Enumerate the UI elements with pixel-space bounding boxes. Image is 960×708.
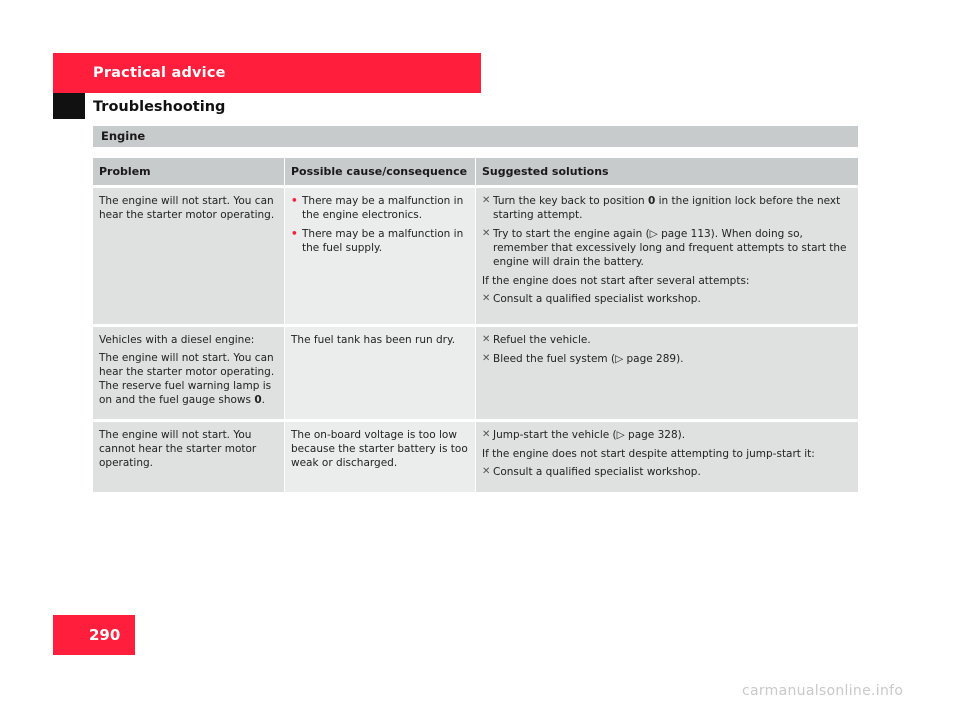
subsection-title: Troubleshooting (93, 99, 226, 115)
section-marker (53, 93, 85, 119)
solution-step: ✕ Try to start the engine again (▷ page 113). When doing so, remember that excessively long and frequent attempts to start the engine will drain the battery. (482, 228, 847, 268)
problem-cell (93, 188, 284, 324)
solution-step: ✕ Jump-start the vehicle (▷ page 328). (482, 429, 686, 441)
cause-item (291, 227, 470, 255)
cause-cell (284, 422, 475, 492)
solution-cell (475, 188, 858, 324)
table-row (93, 188, 858, 324)
page-number: 290 (89, 626, 121, 644)
section-title: Practical advice (93, 65, 226, 81)
cause-cell (284, 188, 475, 324)
solution-note: If the engine does not start after several attempts: (482, 275, 750, 287)
engine-band (93, 126, 858, 147)
problem-cell (93, 327, 284, 419)
bullet-icon: • (291, 228, 298, 240)
solution-note: If the engine does not start despite attempting to jump-start it: (482, 448, 815, 460)
watermark: carmanualsonline.info (742, 683, 904, 699)
bullet-icon: • (291, 195, 298, 207)
header-cause: Possible cause/consequence (284, 158, 475, 185)
solution-cell (475, 327, 858, 419)
solution-step: ✕ Bleed the fuel system (▷ page 289). (482, 353, 684, 365)
cause-text: The fuel tank has been run dry. (291, 334, 456, 346)
section-tab (53, 53, 481, 93)
step-marker-icon: ✕ (482, 195, 491, 206)
table-row (93, 327, 858, 419)
step-marker-icon: ✕ (482, 353, 491, 364)
cause-text: There may be a malfunction in the engine electronics. (302, 195, 464, 221)
table-row (93, 422, 858, 492)
solution-step: ✕ Turn the key back to position 0 in the ignition lock before the next starting attempt. (482, 195, 841, 221)
solution-cell (475, 422, 858, 492)
gauge-value: 0 (254, 394, 262, 406)
problem-text: The engine will not start. You can hear the starter motor operating. The reserve fuel warning lamp is on and the fuel gauge shows 0. (99, 352, 275, 406)
problem-cell (93, 422, 284, 492)
step-marker-icon: ✕ (482, 334, 491, 345)
page-number-box (53, 615, 135, 655)
key-position: 0 (647, 195, 656, 207)
cause-item (291, 194, 470, 222)
header-solutions: Suggested solutions (475, 158, 858, 185)
cause-cell (284, 327, 475, 419)
band-title: Engine (101, 129, 146, 143)
problem-text: The engine will not start. You cannot hear the starter motor operating. (99, 429, 257, 469)
step-marker-icon: ✕ (482, 228, 491, 239)
cause-text: The on-board voltage is too low because the starter battery is too weak or discharged. (291, 429, 468, 469)
solution-step: ✕ Consult a qualified specialist workshop. (482, 293, 701, 305)
header-problem: Problem (93, 158, 284, 185)
solution-step: ✕ Refuel the vehicle. (482, 334, 591, 346)
problem-text: The engine will not start. You can hear the starter motor operating. (99, 195, 275, 221)
cause-text: There may be a malfunction in the fuel supply. (302, 228, 464, 254)
step-marker-icon: ✕ (482, 466, 491, 477)
problem-text: Vehicles with a diesel engine: (99, 334, 255, 346)
step-marker-icon: ✕ (482, 293, 491, 304)
solution-step: ✕ Consult a qualified specialist workshop. (482, 466, 701, 478)
table-header (93, 158, 858, 185)
troubleshooting-table (93, 158, 858, 492)
step-marker-icon: ✕ (482, 429, 491, 440)
